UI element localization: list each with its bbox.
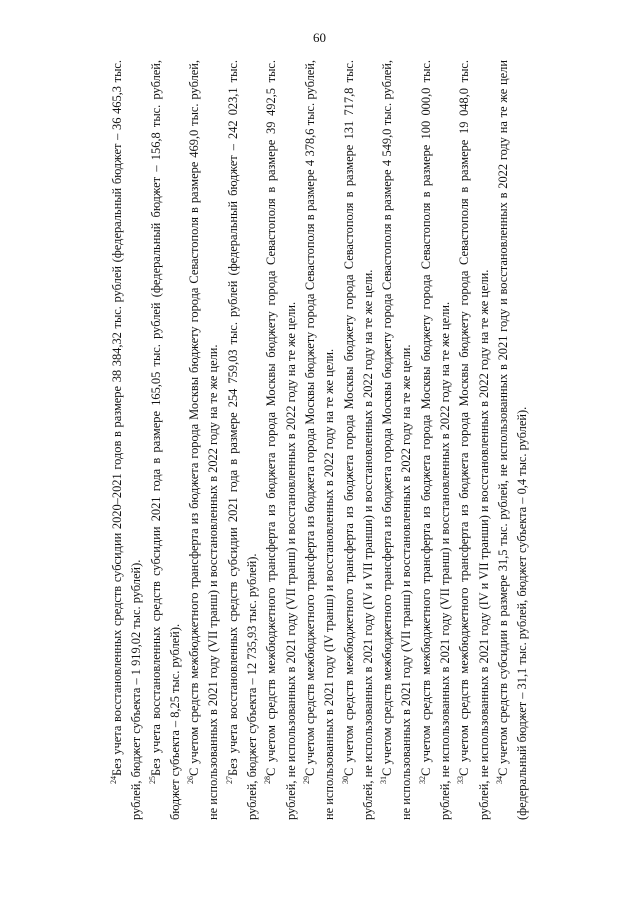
footnote-33 [455,60,494,820]
footnote-text: С учетом средств межбюджетного трансферта из бюджета города Москвы бюджету города Севастополя в размере 100 000,0 тыс. рублей, не использованных в 2021 году (VII транш) и восстановленных в 2022 году на те же цели. [418,60,453,820]
footnote-24 [108,60,147,820]
page-number: 60 [313,30,326,45]
footnote-text: С учетом средств межбюджетного трансферта из бюджета города Москвы бюджету города Севастополя в размере 4 549,0 тыс. рублей, не использованных в 2021 году (VII транш) и восстановленных в 2022 году на те же цели. [380,60,414,820]
footnote-marker: 34 [494,776,504,784]
footnote-31 [378,60,417,820]
footnote-text: Без учета восстановленных средств субсидии 2021 года в размере 165,05 тыс. рублей (федеральный бюджет – 156,8 тыс. рублей, бюджет субъекта – 8,25 тыс. рублей). [148,60,182,820]
footnote-marker: 30 [340,776,350,784]
footnote-marker: 26 [186,776,196,784]
footnote-32 [417,60,456,820]
footnote-26 [185,60,224,820]
footnote-text: С учетом средств межбюджетного трансферта из бюджета города Москвы бюджету города Севастополя в размере 131 717,8 тыс. рублей, не использованных в 2021 году (IV и VII транши) и восстановленных в 2022 году на те же цели. [341,60,375,820]
footnote-marker: 33 [456,776,466,784]
footnote-28 [262,60,301,820]
footnote-marker: 28 [263,776,273,784]
footnote-29 [301,60,340,820]
footnote-text: Без учета восстановленных средств субсидии 2020–2021 годов в размере 38 384,32 тыс. рублей (федеральный бюджет – 36 465,3 тыс. рублей, бюджет субъекта – 1 919,02 тыс. рублей). [110,60,144,820]
footnote-text: С учетом средств межбюджетного трансферта из бюджета города Москвы бюджету города Севастополя в размере 19 048,0 тыс. рублей, не использованных в 2021 году (IV и VII транши) и восстановленных в 2022 году на те же цели. [457,60,491,820]
footnote-text: С учетом средств межбюджетного трансферта из бюджета города Москвы бюджету города Севастополя в размере 39 492,5 тыс. рублей, не использованных в 2021 году (VII транш) и восстановленных в 2022 году на те же цели. [264,60,298,820]
footnote-27 [224,60,263,820]
footnote-text: С учетом средств межбюджетного трансферта из бюджета города Москвы бюджету города Севастополя в размере 469,0 тыс. рублей, не использованных в 2021 году (VII транш) и восстановленных в 2022 году на те же цели. [187,60,221,820]
footnote-marker: 25 [147,776,157,784]
footnotes-block [108,60,578,820]
footnote-text: С учетом средств межбюджетного трансферта из бюджета города Москвы бюджету города Севастополя в размере 4 378,6 тыс. рублей, не использованных в 2021 году (IV транш) и восстановленных в 2022 году на те же цели. [302,60,337,820]
footnote-34 [494,60,533,820]
footnote-marker: 29 [301,776,311,784]
footnote-25 [147,60,186,820]
footnote-30 [340,60,379,820]
footnote-marker: 32 [417,776,427,784]
footnote-marker: 24 [108,776,118,784]
footnote-text: Без учета восстановленных средств субсидии 2021 года в размере 254 759,03 тыс. рублей (федеральный бюджет – 242 023,1 тыс. рублей, бюджет субъекта – 12 735,93 тыс. рублей). [225,60,260,820]
footnote-marker: 27 [224,776,234,784]
footnote-marker: 31 [379,776,389,784]
footnote-text: С учетом средств субсидии в размере 31,5 тыс. рублей, не использованных в 2021 году и восстановленных в 2022 году на те же цели (федеральный бюджет – 31,1 тыс. рублей, бюджет субъекта – 0,4 тыс. рублей). [495,60,530,820]
